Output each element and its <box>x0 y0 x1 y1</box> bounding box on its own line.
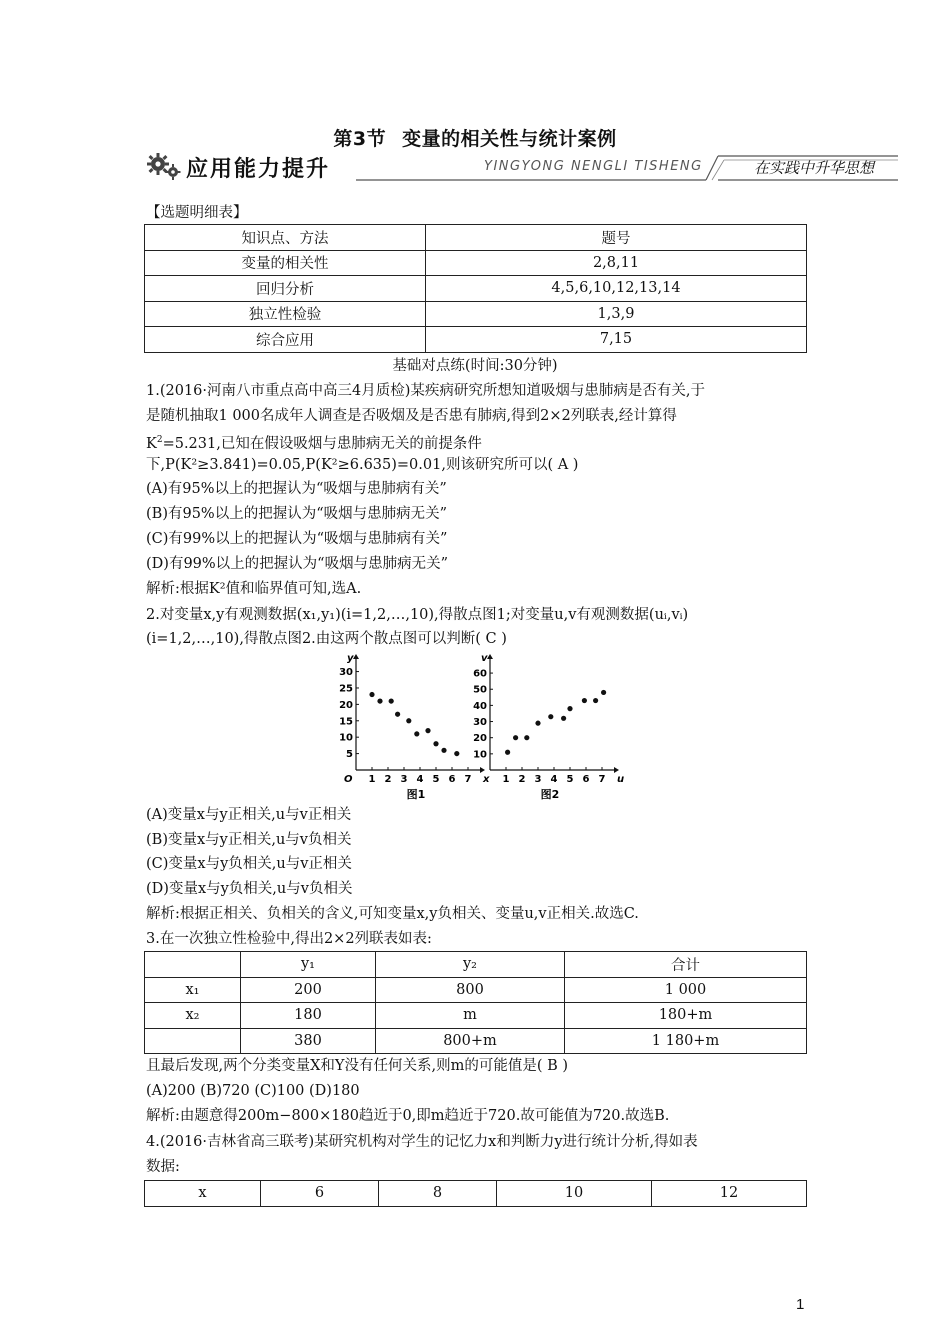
table-cell: 10 <box>497 1181 652 1207</box>
data-point <box>425 728 430 733</box>
table-cell: 8 <box>379 1181 497 1207</box>
table-header-cell: 知识点、方法 <box>145 225 426 251</box>
q2-line: 2.对变量x,y有观测数据(x₁,y₁)(i=1,2,…,10),得散点图1;对变量u,v有观测数据(uᵢ,vᵢ) <box>146 607 689 623</box>
table-row <box>145 952 807 978</box>
y-tick-label: 15 <box>339 716 353 728</box>
q3-analysis: 解析:由题意得200m−800×180趋近于0,即m趋近于720.故可能值为720.故选B. <box>146 1108 670 1124</box>
data-point <box>513 735 518 740</box>
q1-line: 1.(2016·河南八市重点高中高三4月质检)某疾病研究所想知道吸烟与患肺病是否有关,于 <box>146 383 705 399</box>
table-row <box>145 276 807 302</box>
table-header-cell <box>145 952 241 978</box>
x-tick-label: 4 <box>550 774 558 785</box>
table-row <box>145 250 807 276</box>
table-cell: x₁ <box>145 977 241 1003</box>
q2-option-d: (D)变量x与y负相关,u与v负相关 <box>146 881 353 897</box>
table-cell <box>145 1028 241 1054</box>
y-tick-label: 50 <box>473 684 487 696</box>
table-cell: 800 <box>376 977 565 1003</box>
y-tick-label: 60 <box>473 668 487 680</box>
table-cell: 1 180+m <box>565 1028 807 1054</box>
y-axis-arrow <box>353 654 359 659</box>
table-cell: 180+m <box>565 1003 807 1029</box>
table-row <box>145 1003 807 1029</box>
section-number: 第3节 <box>333 128 387 150</box>
x-tick-label: 7 <box>598 774 606 785</box>
q1-option-a: (A)有95%以上的把握认为“吸烟与患肺病有关” <box>146 481 447 497</box>
y-axis-arrow <box>487 654 493 659</box>
q1-analysis: 解析:根据K²值和临界值可知,选A. <box>146 581 362 597</box>
table-cell: 4,5,6,10,12,13,14 <box>426 276 807 302</box>
contingency-table <box>144 951 807 1054</box>
x-tick-label: 1 <box>368 774 376 785</box>
table-row <box>145 977 807 1003</box>
q1-option-c: (C)有99%以上的把握认为“吸烟与患肺病有关” <box>146 531 448 547</box>
x-axis-label: u <box>617 774 625 785</box>
table-cell: 综合应用 <box>145 327 426 353</box>
data-point <box>524 735 529 740</box>
table-cell: 1 000 <box>565 977 807 1003</box>
k-symbol: K <box>146 435 157 452</box>
origin-label: O <box>344 774 353 785</box>
x-tick-label: 3 <box>400 774 408 785</box>
table-cell: 变量的相关性 <box>145 250 426 276</box>
data-point <box>567 706 572 711</box>
table-row <box>145 327 807 353</box>
x-tick-label: 7 <box>464 774 472 785</box>
x-tick-label: 2 <box>518 774 526 785</box>
table-row <box>145 301 807 327</box>
q1-option-b: (B)有95%以上的把握认为“吸烟与患肺病无关” <box>146 506 448 522</box>
data-point <box>582 698 587 703</box>
banner-heading: 应用能力提升 <box>186 157 331 182</box>
table-header-cell: y₂ <box>376 952 565 978</box>
table-header-cell: y₁ <box>241 952 376 978</box>
page-number: 1 <box>796 1296 805 1313</box>
table-header-cell: 合计 <box>565 952 807 978</box>
scatter-figures <box>330 653 625 801</box>
table-cell: m <box>376 1003 565 1029</box>
data-point <box>593 698 598 703</box>
q1-line: $K^2=5.231$,已知在假设吸烟与患肺病无关的前提条件 <box>146 435 482 452</box>
q2-line: (i=1,2,…,10),得散点图2.由这两个散点图可以判断( C ) <box>146 631 507 647</box>
table-header-cell: 题号 <box>426 225 807 251</box>
q3-line: 且最后发现,两个分类变量X和Y没有任何关系,则m的可能值是( B ) <box>146 1058 569 1074</box>
table-cell: 12 <box>652 1181 807 1207</box>
y-axis-label: y <box>347 653 354 664</box>
data-point <box>535 721 540 726</box>
table-cell: 7,15 <box>426 327 807 353</box>
y-tick-label: 30 <box>339 667 353 679</box>
q2-option-b: (B)变量x与y正相关,u与v负相关 <box>146 832 352 848</box>
detail-label: 【选题明细表】 <box>146 205 248 221</box>
practice-heading: 基础对点练(时间:30分钟) <box>392 358 558 374</box>
data-point <box>406 718 411 723</box>
table-header-cell: x <box>145 1181 261 1207</box>
x-tick-label: 2 <box>384 774 392 785</box>
x-tick-label: 1 <box>502 774 510 785</box>
table-row <box>145 1181 807 1207</box>
y-tick-label: 40 <box>473 700 487 712</box>
x-tick-label: 5 <box>432 774 440 785</box>
q2-analysis: 解析:根据正相关、负相关的含义,可知变量x,y负相关、变量u,v正相关.故选C. <box>146 906 639 922</box>
q3-options: (A)200 (B)720 (C)100 (D)180 <box>146 1083 360 1099</box>
q1-line-text: =5.231,已知在假设吸烟与患肺病无关的前提条件 <box>162 435 482 452</box>
x-tick-label: 6 <box>448 774 456 785</box>
data-point <box>389 698 394 703</box>
detail-table <box>144 224 807 353</box>
table-cell: 1,3,9 <box>426 301 807 327</box>
banner-pinyin: YINGYONG NENGLI TISHENG <box>484 159 703 174</box>
x-tick-label: 4 <box>416 774 424 785</box>
data-point <box>441 748 446 753</box>
table-cell: 回归分析 <box>145 276 426 302</box>
x-tick-label: 5 <box>566 774 574 785</box>
scatter-plot-1 <box>339 653 490 801</box>
table-cell: 2,8,11 <box>426 250 807 276</box>
y-tick-label: 10 <box>339 732 353 744</box>
y-tick-label: 30 <box>473 717 487 729</box>
gears-icon <box>146 150 182 182</box>
y-tick-label: 5 <box>346 749 353 761</box>
table-cell: 800+m <box>376 1028 565 1054</box>
q4-line: 4.(2016·吉林省高三联考)某研究机构对学生的记忆力x和判断力y进行统计分析,得如表 <box>146 1134 698 1150</box>
table-cell: 200 <box>241 977 376 1003</box>
section-title <box>0 124 950 151</box>
q1-line: 下,P(K²≥3.841)=0.05,P(K²≥6.635)=0.01,则该研究所可以( A ) <box>146 457 579 473</box>
x-axis-label: x <box>483 774 490 785</box>
table-cell: 380 <box>241 1028 376 1054</box>
data-point <box>395 712 400 717</box>
q2-option-a: (A)变量x与y正相关,u与v正相关 <box>146 807 352 823</box>
q1-option-d: (D)有99%以上的把握认为“吸烟与患肺病无关” <box>146 556 448 572</box>
figure-caption: 图1 <box>406 788 426 801</box>
data-point <box>454 751 459 756</box>
data-point <box>548 714 553 719</box>
q2-option-c: (C)变量x与y负相关,u与v正相关 <box>146 856 352 872</box>
y-tick-label: 10 <box>473 749 487 761</box>
q1-line: 是随机抽取1 000名成年人调查是否吸烟及是否患有肺病,得到2×2列联表,经计算得 <box>146 408 677 424</box>
figure-caption: 图2 <box>540 788 560 801</box>
q3-line: 3.在一次独立性检验中,得出2×2列联表如表: <box>146 931 432 947</box>
y-tick-label: 25 <box>339 683 353 695</box>
memory-judgment-table <box>144 1180 807 1207</box>
data-point <box>433 741 438 746</box>
banner <box>146 148 898 186</box>
scatter-plot-2 <box>473 653 624 801</box>
x-axis-arrow <box>614 767 619 773</box>
data-point <box>601 690 606 695</box>
data-point <box>377 698 382 703</box>
x-tick-label: 3 <box>534 774 542 785</box>
table-cell: x₂ <box>145 1003 241 1029</box>
table-row <box>145 225 807 251</box>
table-row <box>145 1028 807 1054</box>
table-cell: 6 <box>261 1181 379 1207</box>
banner-motto: 在实践中升华思想 <box>754 159 875 177</box>
x-tick-label: 6 <box>582 774 590 785</box>
section-name: 变量的相关性与统计案例 <box>402 128 617 150</box>
table-cell: 180 <box>241 1003 376 1029</box>
data-point <box>369 692 374 697</box>
data-point <box>505 750 510 755</box>
x-axis-arrow <box>480 767 485 773</box>
y-tick-label: 20 <box>339 699 353 711</box>
data-point <box>561 716 566 721</box>
data-point <box>414 731 419 736</box>
y-tick-label: 20 <box>473 733 487 745</box>
q4-line: 数据: <box>146 1159 180 1175</box>
y-axis-label: v <box>481 653 488 664</box>
table-cell: 独立性检验 <box>145 301 426 327</box>
